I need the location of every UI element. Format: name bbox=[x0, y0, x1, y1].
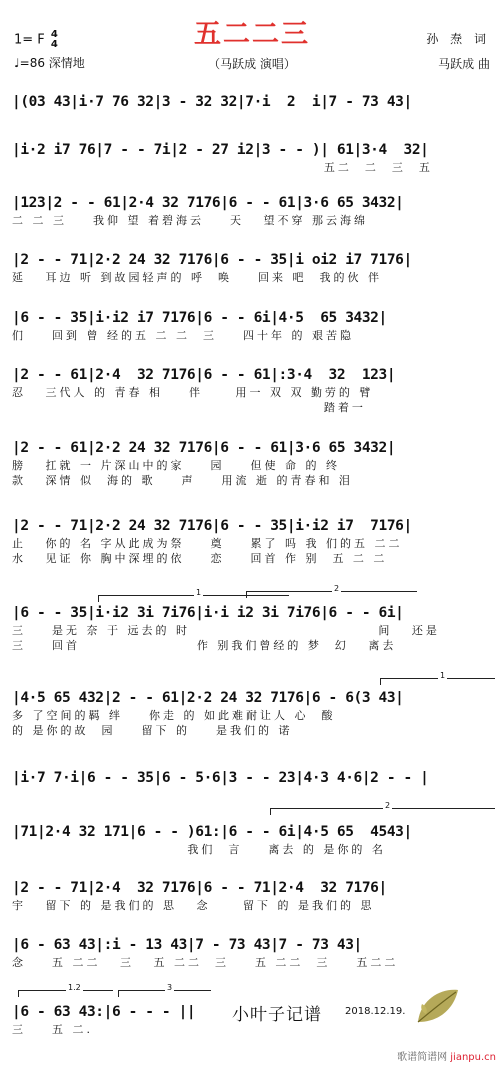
notes-line: |i·7 7·i|6 - - 35|6 - 5·6|3 - - 23|4·3 4·6|2 - - | bbox=[12, 770, 429, 786]
notes-line: |2 - - 71|2·2 24 32 7176|6 - - 35|i oi2 i7 7176| bbox=[12, 252, 412, 268]
lyric-line: 三 回首 作 别我们曾经的 梦 幻 离去 bbox=[12, 639, 397, 652]
notes-line: |6 - 63 43:|6 - - - || bbox=[12, 1004, 196, 1020]
lyric-line: 三 五 二. bbox=[12, 1023, 93, 1036]
notes-line: |6 - 63 43|:i - 13 43|7 - 73 43|7 - 73 43| bbox=[12, 937, 362, 953]
ending-number: 1.2 bbox=[68, 983, 81, 992]
score-line-14 bbox=[12, 935, 494, 970]
score-line-4 bbox=[12, 250, 494, 285]
ending-number: 2 bbox=[334, 584, 340, 593]
ending-number: 1 bbox=[440, 671, 446, 680]
key-label: 1= F bbox=[14, 32, 45, 48]
score-line-7 bbox=[12, 438, 494, 488]
notes-line: |6 - - 35|i·i2 3i 7i76|i·i i2 3i 7i76|6 - - 6i| bbox=[12, 605, 404, 621]
lyric-line: 五二 二 三 五 bbox=[12, 161, 433, 174]
time-bottom: 4 bbox=[50, 39, 58, 50]
score-line-2 bbox=[12, 140, 494, 175]
lyric-line: 我们 言 离去 的 是你的 名 bbox=[12, 843, 386, 856]
leaf-icon bbox=[412, 984, 462, 1028]
time-top: 4 bbox=[50, 29, 58, 40]
score-line-1 bbox=[12, 92, 494, 112]
lyric-line: 三 是无 奈 于 远去的 时 间 还是 bbox=[12, 624, 440, 637]
score-line-8 bbox=[12, 516, 494, 566]
notes-line: |71|2·4 32 171|6 - - )61:|6 - - 6i|4·5 65 4543| bbox=[12, 824, 412, 840]
score-line-13 bbox=[12, 878, 494, 913]
notes-line: |i·2 i7 76|7 - - 7i|2 - 27 i2|3 - - )| 61|3·4 32| bbox=[12, 142, 429, 158]
site-name: 歌谱简谱网 bbox=[397, 1052, 448, 1063]
key-signature bbox=[14, 30, 58, 50]
notes-line: |(03 43|i·7 76 32|3 - 32 32|7·i 2 i|7 - 73 43| bbox=[12, 94, 412, 110]
score-line-10 bbox=[12, 671, 494, 738]
lyric-line: 水 见证 你 胸中深埋的依 恋 回首 作 别 五 二 二 bbox=[12, 552, 388, 565]
lyric-line: 宇 留下 的 是我们的 思 念 留下 的 是我们的 思 bbox=[12, 899, 375, 912]
lyric-line: 念 五 二二 三 五 二二 三 五 二二 三 五二二 bbox=[12, 956, 399, 969]
score-line-6 bbox=[12, 365, 494, 415]
score-line-12 bbox=[12, 801, 494, 857]
ending-number: 3 bbox=[167, 983, 173, 992]
ending-bracket-6 bbox=[118, 983, 211, 997]
score-line-5 bbox=[12, 308, 494, 343]
notes-line: |2 - - 71|2·4 32 7176|6 - - 71|2·4 32 7176| bbox=[12, 880, 387, 896]
lyric-line: 踏着一 bbox=[12, 401, 366, 414]
ending-bracket-2 bbox=[246, 584, 417, 598]
ending-bracket-4 bbox=[270, 801, 495, 815]
notes-line: |123|2 - - 61|2·4 32 7176|6 - - 61|3·6 65 3432| bbox=[12, 195, 404, 211]
ending-bracket-5 bbox=[18, 983, 113, 997]
time-signature bbox=[51, 30, 58, 50]
song-title: 五二二三 bbox=[194, 19, 310, 50]
notes-line: |2 - - 61|2·4 32 7176|6 - - 61|:3·4 32 123| bbox=[12, 367, 396, 383]
transcriber-signature: 小叶子记谱 bbox=[232, 1005, 322, 1025]
notes-line: |4·5 65 432|2 - - 61|2·2 24 32 7176|6 - 6(3 43| bbox=[12, 690, 404, 706]
notes-line: |2 - - 61|2·2 24 32 7176|6 - - 61|3·6 65 3432| bbox=[12, 440, 396, 456]
notes-line: |2 - - 71|2·2 24 32 7176|6 - - 35|i·i2 i7 7176| bbox=[12, 518, 412, 534]
tempo-marking: ♩=86 深情地 bbox=[14, 56, 85, 70]
lyric-line: 多 了空间的羁 绊 你走 的 如此难耐让人 心 酸 bbox=[12, 709, 336, 722]
lyric-line: 膀 扛就 一 片深山中的家 园 但使 命 的 终 bbox=[12, 459, 340, 472]
score-line-11 bbox=[12, 768, 494, 788]
site-url: jianpu.cn bbox=[450, 1052, 496, 1063]
site-watermark bbox=[397, 1048, 496, 1063]
lyric-line: 止 你的 名 字从此成为祭 奠 累了 吗 我 们的五 二二 bbox=[12, 537, 403, 550]
notes-line: |6 - - 35|i·i2 i7 7176|6 - - 6i|4·5 65 3432| bbox=[12, 310, 387, 326]
lyric-line: 延 耳边 听 到故园轻声的 呼 唤 回来 吧 我的伙 伴 bbox=[12, 271, 382, 284]
lyric-line: 的 是你的故 园 留下 的 是我们的 诺 bbox=[12, 724, 293, 737]
lyric-line: 款 深情 似 海的 歌 声 用流 逝 的青春和 泪 bbox=[12, 474, 353, 487]
ending-number: 1 bbox=[196, 588, 202, 597]
lyricist-credit: 孙 焘 词 bbox=[426, 32, 490, 46]
ending-bracket-3 bbox=[380, 671, 495, 685]
score-line-9 bbox=[12, 584, 494, 653]
ending-number: 2 bbox=[385, 801, 391, 810]
score-line-3 bbox=[12, 193, 494, 228]
lyric-line: 们 回到 曾 经的五 二 二 三 四十年 的 艰苦隐 bbox=[12, 329, 354, 342]
transcription-date: 2018.12.19. bbox=[345, 1006, 406, 1017]
lyric-line: 忍 三代人 的 青春 相 伴 用一 双 双 勤劳的 臂 bbox=[12, 386, 374, 399]
score-line-15 bbox=[12, 983, 222, 1037]
lyric-line: 二 二 三 我仰 望 着碧海云 天 望不穿 那云海绵 bbox=[12, 214, 368, 227]
composer-credit: 马跃成 曲 bbox=[438, 57, 490, 71]
singer-credit: （马跃成 演唱） bbox=[208, 57, 296, 71]
